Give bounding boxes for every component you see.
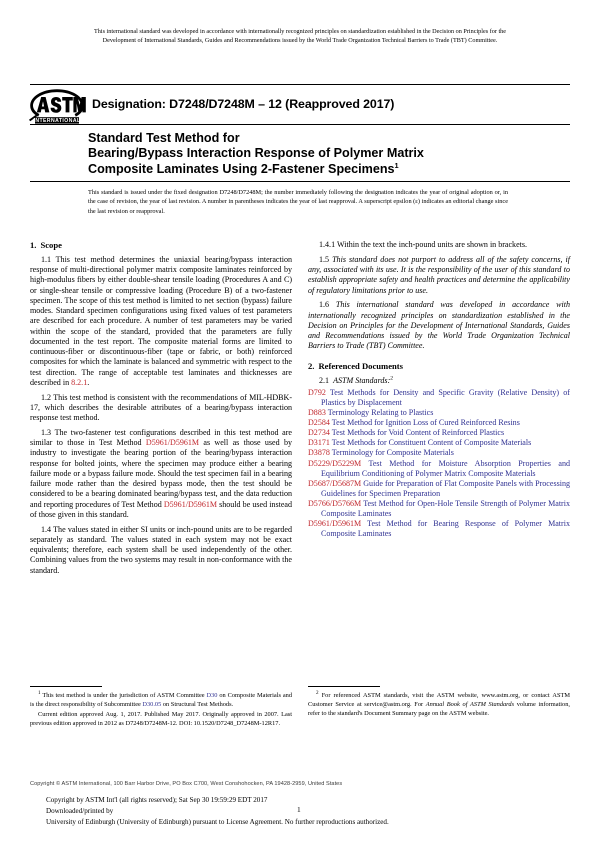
download-line-2: Downloaded/printed by — [46, 806, 114, 815]
section-heading-scope — [30, 240, 292, 251]
xref-d5961-a[interactable]: D5961/D5961M — [145, 438, 200, 448]
subheading-footnote-marker: 2 — [390, 375, 394, 382]
subheading-astm-standards — [308, 376, 570, 386]
referenced-standard-designation[interactable]: D792 — [308, 387, 326, 397]
footnote-rule-right — [308, 686, 380, 687]
referenced-standard-title[interactable]: Test Method for Bearing Response of Polymer Matrix Composite Laminates — [321, 519, 570, 539]
ref-section-number: 2. — [308, 360, 315, 371]
title-line-1: Standard Test Method for — [88, 131, 240, 145]
paragraph-1-4: 1.4 The values stated in either SI units or inch-pound units are to be regarded separately as standard. The values stated in each system may not be exact equivalents; therefore, each system shall be used independently of the other. Combining values from the two systems may result in non-conformance with the standard. — [30, 524, 292, 575]
header-rule-bottom — [30, 181, 570, 182]
section-number: 1. — [30, 240, 37, 250]
referenced-standard-designation[interactable]: D2584 — [308, 418, 330, 428]
tbt-banner-line-1: This international standard was developed in accordance with internationally recognized principles on standardization established in the Decision on Principles for the — [93, 28, 507, 35]
referenced-standard-item[interactable] — [308, 428, 570, 438]
astm-logo — [27, 88, 87, 126]
title-line-3: Composite Laminates Using 2-Fastener Specimens$^1$ — [88, 160, 399, 176]
referenced-standard-item[interactable] — [308, 408, 570, 418]
xref-committee-d30[interactable]: D30 — [206, 692, 218, 699]
page-title — [88, 131, 508, 177]
referenced-standard-designation[interactable]: D5766/D5766M — [308, 499, 362, 509]
paragraph-1-2: 1.2 This test method is consistent with the recommendations of MIL-HDBK-17, which describes the desirable attributes of a bearing/bypass interaction response test method. — [30, 392, 292, 423]
footnote-edition-text: Current edition approved Aug. 1, 2017. Published May 2017. Originally approved in 2007. Last previous edition approved in 2012 as D7248/D7248M-12. DOI: 10.1520/D7248_D7248M-12R17. — [30, 711, 292, 727]
referenced-standard-title[interactable]: Terminology for Composite Materials — [329, 448, 454, 458]
referenced-standard-designation[interactable]: D5687/D5687M — [308, 478, 362, 488]
column-right — [308, 240, 570, 540]
subheading-label: ASTM Standards: — [333, 376, 391, 386]
referenced-standard-item[interactable] — [308, 479, 570, 499]
referenced-standard-designation[interactable]: D2734 — [308, 428, 330, 438]
title-line-2: Bearing/Bypass Interaction Response of Polymer Matrix — [88, 146, 424, 161]
paragraph-1-1: 1.1 This test method determines the uniaxial bearing/bypass interaction response of multi-directional polymer matrix composite laminates reinforced by high-modulus fibers by either double-shear tensile loading (Procedures A and C) or single-shear tensile or compressive loading (Procedure B) of a two-fastener specimen. The scope of this test method is limited to net section (bypass) failure modes. Standard specimen configurations using fixed values of test parameters are described for each procedure. A number of test parameters may be varied within the scope of the standard, provided that the parameters are fully documented in the test report. The composite material forms are limited to continuous-fiber or discontinuous-fiber (tape or fabric, or both) reinforced composites for which the laminate is balanced and symmetric with respect to the test direction. The range of acceptable test laminates and thicknesses are described in 8.2.1. — [30, 254, 292, 387]
page-number: 1 — [297, 805, 301, 814]
paragraph-1-4-1: 1.4.1 Within the text the inch-pound units are shown in brackets. — [319, 240, 528, 249]
referenced-standard-item[interactable] — [308, 459, 570, 479]
referenced-standard-title[interactable]: Guide for Preparation of Flat Composite Panels with Processing Guidelines for Specimen Preparation — [321, 478, 570, 498]
referenced-standard-title[interactable]: Terminology Relating to Plastics — [325, 407, 434, 417]
paragraph-1-3: 1.3 The two-fastener test configurations described in this test method are similar to those in Test Method D5961/D5961M as well as those used by industry to investigate the bearing portion of the bearing/bypass interaction response for bolted joints, where the specimen may produce either a bearing failure mode or a bypass failure mode. Should the test specimen fail in a bearing failure mode rather than the desired bypass mode, then the test should be considered to be a bearing dominated bearing/bypass test, and the data reduction and reporting procedures of Test Method D5961/D5961M should be used instead of those given in this standard. — [30, 427, 292, 519]
xref-d5961-b[interactable]: D5961/D5961M — [163, 499, 218, 509]
referenced-standards-list — [308, 388, 570, 540]
subheading-number: 2.1 — [319, 376, 330, 386]
header-rule-middle — [30, 124, 570, 125]
footnote-2-text: $^2$ For referenced ASTM standards, visit the ASTM website, www.astm.org, or contact ASTM Customer Service at service@astm.org. For Annual Book of ASTM Standards volume information, refer to the standard's Document Summary page on the ASTM website. — [308, 689, 570, 717]
referenced-standard-title[interactable]: Test Methods for Density and Specific Gravity (Relative Density) of Plastics by Displacement — [321, 387, 570, 407]
footnote-right — [308, 689, 570, 718]
ref-section-title: Referenced Documents — [318, 360, 404, 371]
referenced-standard-designation[interactable]: D5229/D5229M — [308, 458, 362, 468]
referenced-standard-designation[interactable]: D3878 — [308, 448, 330, 458]
download-line-1: Copyright by ASTM Int'l (all rights reserved); Sat Sep 30 19:59:29 EDT 2017 — [46, 796, 268, 804]
download-line-3: University of Edinburgh (University of Edinburgh) pursuant to License Agreement. No further reproductions authorized. — [46, 817, 389, 826]
header-rule-top — [30, 84, 570, 85]
referenced-standard-title[interactable]: Test Method for Moisture Absorption Properties and Equilibrium Conditioning of Polymer Matrix Composite Materials — [321, 458, 570, 478]
referenced-standard-item[interactable] — [308, 418, 570, 428]
astm-logo-subtext: INTERNATIONAL — [33, 118, 81, 125]
paragraph-1-6: 1.6 This international standard was developed in accordance with internationally recognized principles on standardization established in the Decision on Principles for the Development of International Standards, Guides and Recommendations issued by the World Trade Organization Technical Barriers to Trade (TBT) Committee. — [308, 300, 570, 351]
paragraph-1-5: 1.5 This standard does not purport to address all of the safety concerns, if any, associated with its use. It is the responsibility of the user of this standard to establish appropriate safety and health practices and determine the applicability of regulatory limitations prior to use. — [308, 254, 570, 295]
copyright-bar: Copyright © ASTM International, 100 Barr Harbor Drive, PO Box C700, West Conshohocken, PA 19428-2959, United States — [30, 781, 343, 787]
column-left — [30, 240, 292, 576]
tbt-banner — [30, 28, 570, 46]
section-title: Scope — [40, 240, 62, 250]
referenced-standard-title[interactable]: Test Methods for Constituent Content of Composite Materials — [329, 438, 532, 448]
footnote-left — [30, 689, 292, 729]
designation-line: Designation: D7248/D7248M – 12 (Reapproved 2017) — [92, 97, 395, 111]
referenced-standard-item[interactable] — [308, 388, 570, 408]
xref-subcommittee-d3005[interactable]: D30.05 — [142, 700, 162, 708]
referenced-standard-title[interactable]: Test Methods for Void Content of Reinforced Plastics — [329, 428, 505, 438]
tbt-banner-line-2: Development of International Standards, Guides and Recommendations issued by the World Trade Organization Technical Barriers to Trade (TBT) Committee. — [102, 36, 498, 44]
section-heading-referenced-documents — [308, 361, 570, 372]
footnote-rule-left — [30, 686, 102, 687]
referenced-standard-designation[interactable]: D3171 — [308, 438, 330, 448]
download-info-block — [46, 795, 546, 827]
referenced-standard-item[interactable] — [308, 448, 570, 458]
referenced-standard-designation[interactable]: D883 — [308, 407, 326, 417]
footnote-1-text: $^1$ This test method is under the jurisdiction of ASTM Committee D30 on Composite Materials and is the direct responsibility of Subcommittee D30.05 on Structural Test Methods. — [30, 689, 292, 708]
referenced-standard-item[interactable] — [308, 499, 570, 519]
title-footnote-marker: 1 — [394, 160, 399, 170]
issue-note: This standard is issued under the fixed designation D7248/D7248M; the number immediately following the designation indicates the year of original adoption or, in the case of revision, the year of last revision. A number in parentheses indicates the year of last reapproval. A superscript epsilon (ε) indicates an editorial change since the last revision or reapproval. — [88, 189, 508, 215]
referenced-standard-title[interactable]: Test Method for Open-Hole Tensile Strength of Polymer Matrix Composite Laminates — [321, 499, 570, 519]
referenced-standard-designation[interactable]: D5961/D5961M — [308, 519, 362, 529]
referenced-standard-item[interactable] — [308, 438, 570, 448]
referenced-standard-item[interactable] — [308, 519, 570, 539]
xref-8-2-1[interactable]: 8.2.1 — [71, 377, 88, 387]
referenced-standard-title[interactable]: Test Method for Ignition Loss of Cured Reinforced Resins — [329, 418, 520, 428]
